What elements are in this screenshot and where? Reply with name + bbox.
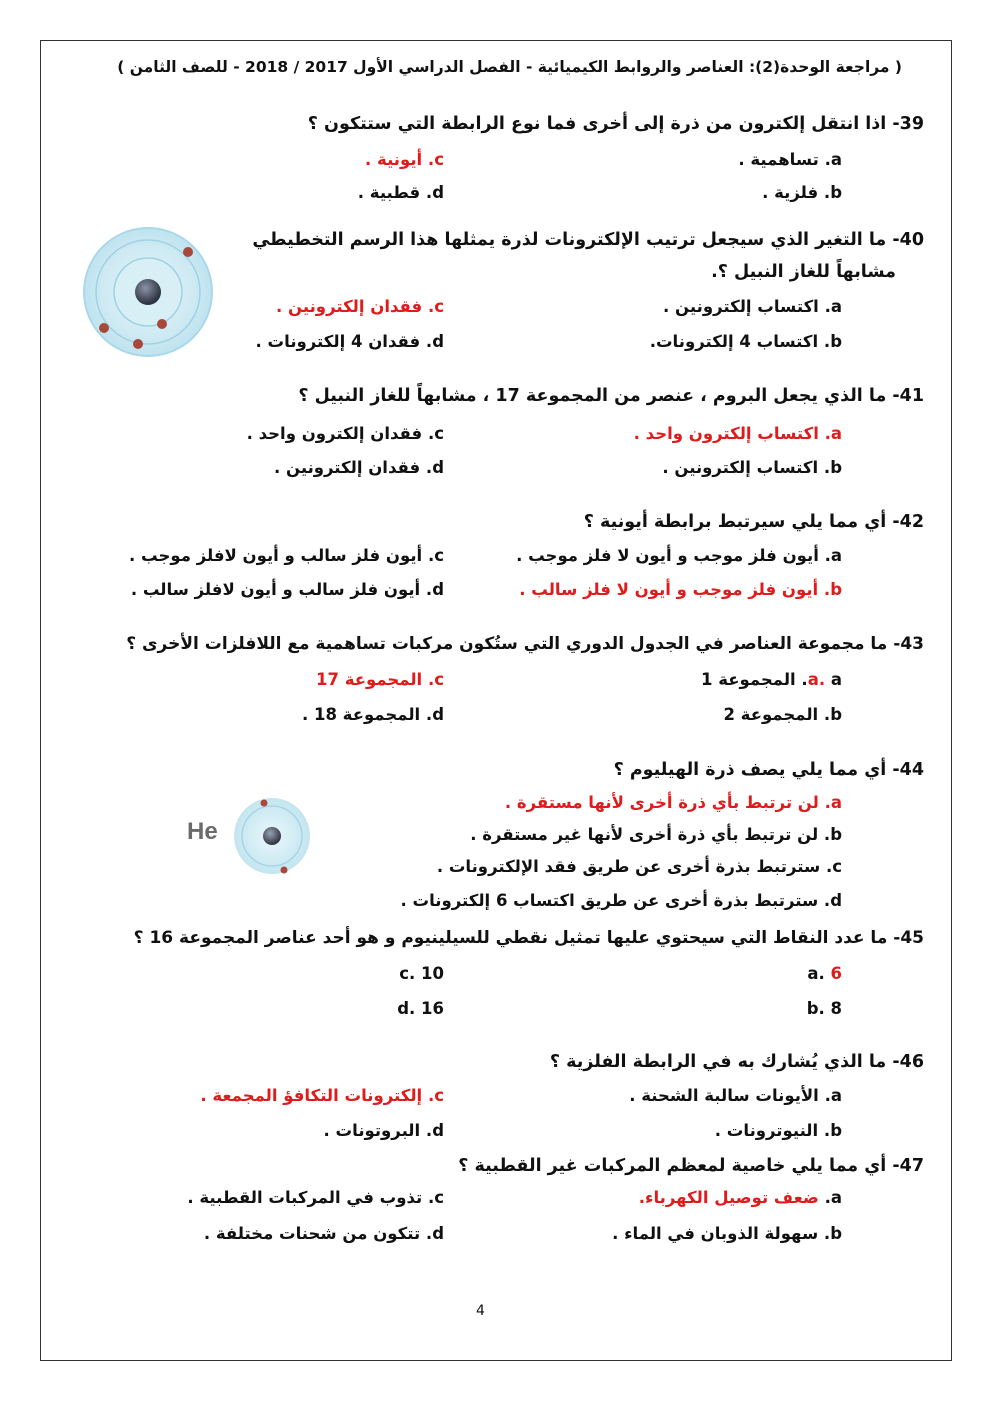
q41-option-a: a. اكتساب إلكترون واحد . [633, 424, 842, 443]
q46-option-c: c. إلكترونات التكافؤ المجمعة . [200, 1086, 444, 1105]
q43-option-d: d. المجموعة 18 . [301, 705, 444, 724]
q42-option-a: a. أيون فلز موجب و أيون لا فلز موجب . [516, 546, 842, 565]
q45-option-d: d. 16 [397, 999, 444, 1018]
q43-option-a: a. a. المجموعة 1 [700, 670, 842, 689]
page-number: 4 [476, 1303, 485, 1319]
question-40: 40- ما التغير الذي سيجعل ترتيب الإلكترونات لذرة يمثلها هذا الرسم التخطيطي [252, 230, 924, 250]
q47-option-d: d. تتكون من شحنات مختلفة . [203, 1224, 444, 1243]
q39-option-b: b. فلزية . [762, 183, 842, 202]
question-42: 42- أي مما يلي سيرتبط برابطة أيونية ؟ [583, 512, 924, 532]
q46-option-a: a. الأيونات سالبة الشحنة . [629, 1086, 842, 1105]
q45-option-a: a. 6 [807, 964, 842, 983]
q44-option-b: b. لن ترتبط بأي ذرة أخرى لأنها غير مستقرة . [470, 825, 842, 844]
page-header: ( مراجعة الوحدة(2): العناصر والروابط الكيميائية - الفصل الدراسي الأول 2017 / 2018 - للصف الثامن ) [117, 58, 902, 76]
question-43: 43- ما مجموعة العناصر في الجدول الدوري التي ستُكون مركبات تساهمية مع اللافلزات الأخرى ؟ [126, 634, 924, 654]
question-45: 45- ما عدد النقاط التي سيحتوي عليها تمثيل نقطي للسيلينيوم و هو أحد عناصر المجموعة 16 ؟ [133, 928, 924, 948]
question-46: 46- ما الذي يُشارك به في الرابطة الفلزية ؟ [549, 1052, 924, 1072]
q47-option-a: a. ضعف توصيل الكهرباء. [638, 1188, 842, 1207]
atom-diagram-icon [78, 222, 218, 362]
q40-option-a: a. اكتساب إلكترونين . [663, 297, 842, 316]
q47-option-a-text: ضعف توصيل الكهرباء. [638, 1188, 819, 1207]
q39-option-d: d. قطبية . [357, 183, 444, 202]
q39-option-a: a. تساهمية . [738, 150, 842, 169]
helium-atom-icon [234, 790, 318, 880]
q40-option-d: d. فقدان 4 إلكترونات . [255, 332, 444, 351]
question-40-line2: مشابهاً للغاز النبيل ؟. [711, 262, 896, 282]
question-41: 41- ما الذي يجعل البروم ، عنصر من المجموعة 17 ، مشابهاً للغاز النبيل ؟ [298, 386, 924, 406]
q42-option-c: c. أيون فلز سالب و أيون لافلز موجب . [129, 546, 444, 565]
q39-option-c: c. أيونية . [365, 150, 444, 169]
q42-option-b: b. أيون فلز موجب و أيون لا فلز سالب . [519, 580, 842, 599]
question-44: 44- أي مما يلي يصف ذرة الهيليوم ؟ [613, 760, 924, 780]
q42-option-d: d. أيون فلز سالب و أيون لافلز سالب . [130, 580, 444, 599]
q41-option-b: b. اكتساب إلكترونين . [662, 458, 842, 477]
q40-option-c: c. فقدان إلكترونين . [276, 297, 444, 316]
q43-option-c: c. المجموعة 17 [316, 670, 444, 689]
helium-label: He [187, 818, 218, 845]
q44-option-d: d. سترتبط بذرة أخرى عن طريق اكتساب 6 إلكترونات . [400, 891, 842, 910]
q41-option-d: d. فقدان إلكترونين . [273, 458, 444, 477]
q47-option-b: b. سهولة الذوبان في الماء . [612, 1224, 842, 1243]
q47-option-c: c. تذوب في المركبات القطبية . [187, 1188, 444, 1207]
q46-option-d: d. البروتونات . [323, 1121, 444, 1140]
q45-option-c: c. 10 [399, 964, 444, 983]
question-47: 47- أي مما يلي خاصية لمعظم المركبات غير القطبية ؟ [458, 1156, 924, 1176]
question-39: 39- اذا انتقل إلكترون من ذرة إلى أخرى فما نوع الرابطة التي ستتكون ؟ [307, 114, 924, 134]
q43-option-a-text: a. المجموعة 1 [700, 670, 842, 689]
q40-option-b: b. اكتساب 4 إلكترونات. [649, 332, 842, 351]
q44-option-c: c. سترتبط بذرة أخرى عن طريق فقد الإلكترونات . [436, 857, 842, 876]
q45-option-a-value: 6 [830, 964, 842, 983]
q45-option-b: b. 8 [806, 999, 842, 1018]
q43-option-b: b. المجموعة 2 [723, 705, 842, 724]
q46-option-b: b. النيوترونات . [714, 1121, 842, 1140]
q44-option-a: a. لن ترتبط بأي ذرة أخرى لأنها مستقرة . [504, 793, 842, 812]
q41-option-c: c. فقدان إلكترون واحد . [246, 424, 444, 443]
